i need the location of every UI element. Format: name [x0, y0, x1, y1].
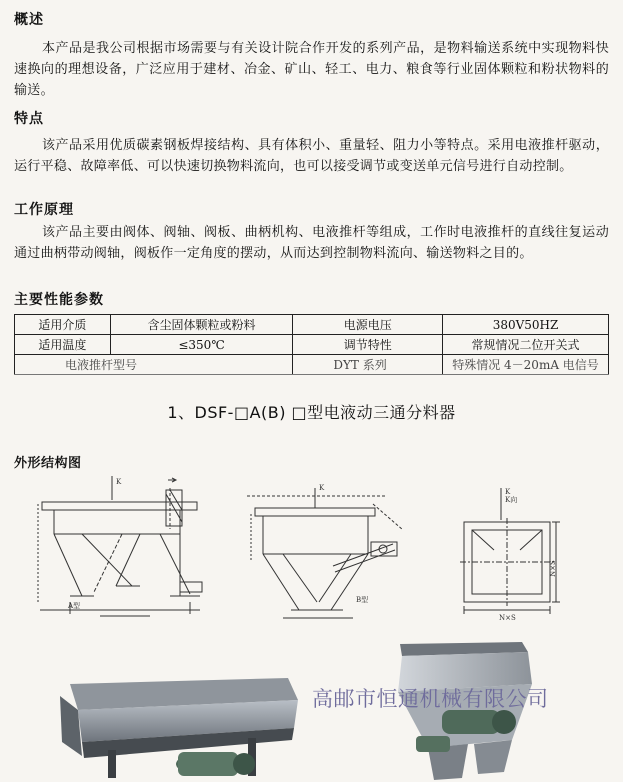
nxs-horizontal-label: N×S — [499, 614, 516, 622]
b-type-label: B型 — [356, 596, 369, 604]
spec-table — [14, 314, 609, 375]
product-photo-a — [48, 666, 310, 782]
k-label: K — [319, 484, 325, 492]
features-heading: 特点 — [14, 111, 44, 127]
k3-label: K — [505, 488, 511, 496]
spec-row — [15, 335, 609, 355]
spec-cell: 电源电压 — [293, 315, 443, 335]
k-label: K — [116, 478, 122, 486]
company-watermark: 高邮市恒通机械有限公司 — [312, 687, 549, 711]
spec-cell: 电液推杆型号 — [15, 355, 293, 375]
spec-cell: 适用温度 — [15, 335, 111, 355]
spec-cell: DYT 系列 — [293, 355, 443, 375]
spec-cell: 380V50HZ — [443, 315, 609, 335]
a-type-label: A型 — [68, 602, 81, 610]
principle-text: 该产品主要由阀体、阀轴、阀板、曲柄机构、电液推杆等组成，工作时电液推杆的直线往复运动通过曲柄带动阀轴，阀板作一定角度的摆动，从而达到控制物料流向、输送物料之目的。 — [14, 225, 609, 261]
spec-cell: 特殊情况 4－20mA 电信号 — [443, 355, 609, 375]
spec-cell: 常规情况二位开关式 — [443, 335, 609, 355]
spec-cell: 调节特性 — [293, 335, 443, 355]
drawing-k-view — [456, 474, 566, 624]
nxs-vertical-label: N×S — [549, 560, 557, 577]
drawing-b-type — [243, 474, 408, 624]
overview-heading: 概述 — [14, 12, 44, 28]
spec-cell: 适用介质 — [15, 315, 111, 335]
product-title: 1、DSF-□A(B) □型电液动三通分料器 — [167, 403, 456, 422]
overview-text: 本产品是我公司根据市场需要与有关设计院合作开发的系列产品，是物料输送系统中实现物料快速换向的理想设备，广泛应用于建材、冶金、矿山、轻工、电力、粮食等行业固体颗粒和粉状物料的输送。 — [14, 41, 609, 98]
drawing-a-type — [30, 474, 215, 624]
params-heading: 主要性能参数 — [14, 292, 104, 308]
features-text: 该产品采用优质碳素钢板焊接结构、具有体积小、重量轻、阻力小等特点。采用电液推杆驱动，运行平稳、故障率低、可以快速切换物料流向，也可以接受调节或变送单元信号进行自动控制。 — [14, 138, 609, 174]
k-view-label: K向 — [505, 496, 518, 504]
spec-cell: 含尘固体颗粒或粉料 — [110, 315, 293, 335]
spec-cell: ≤350℃ — [110, 335, 293, 355]
spec-row — [15, 355, 609, 375]
principle-heading: 工作原理 — [14, 202, 74, 218]
spec-row — [15, 315, 609, 335]
drawing-heading: 外形结构图 — [14, 456, 82, 471]
